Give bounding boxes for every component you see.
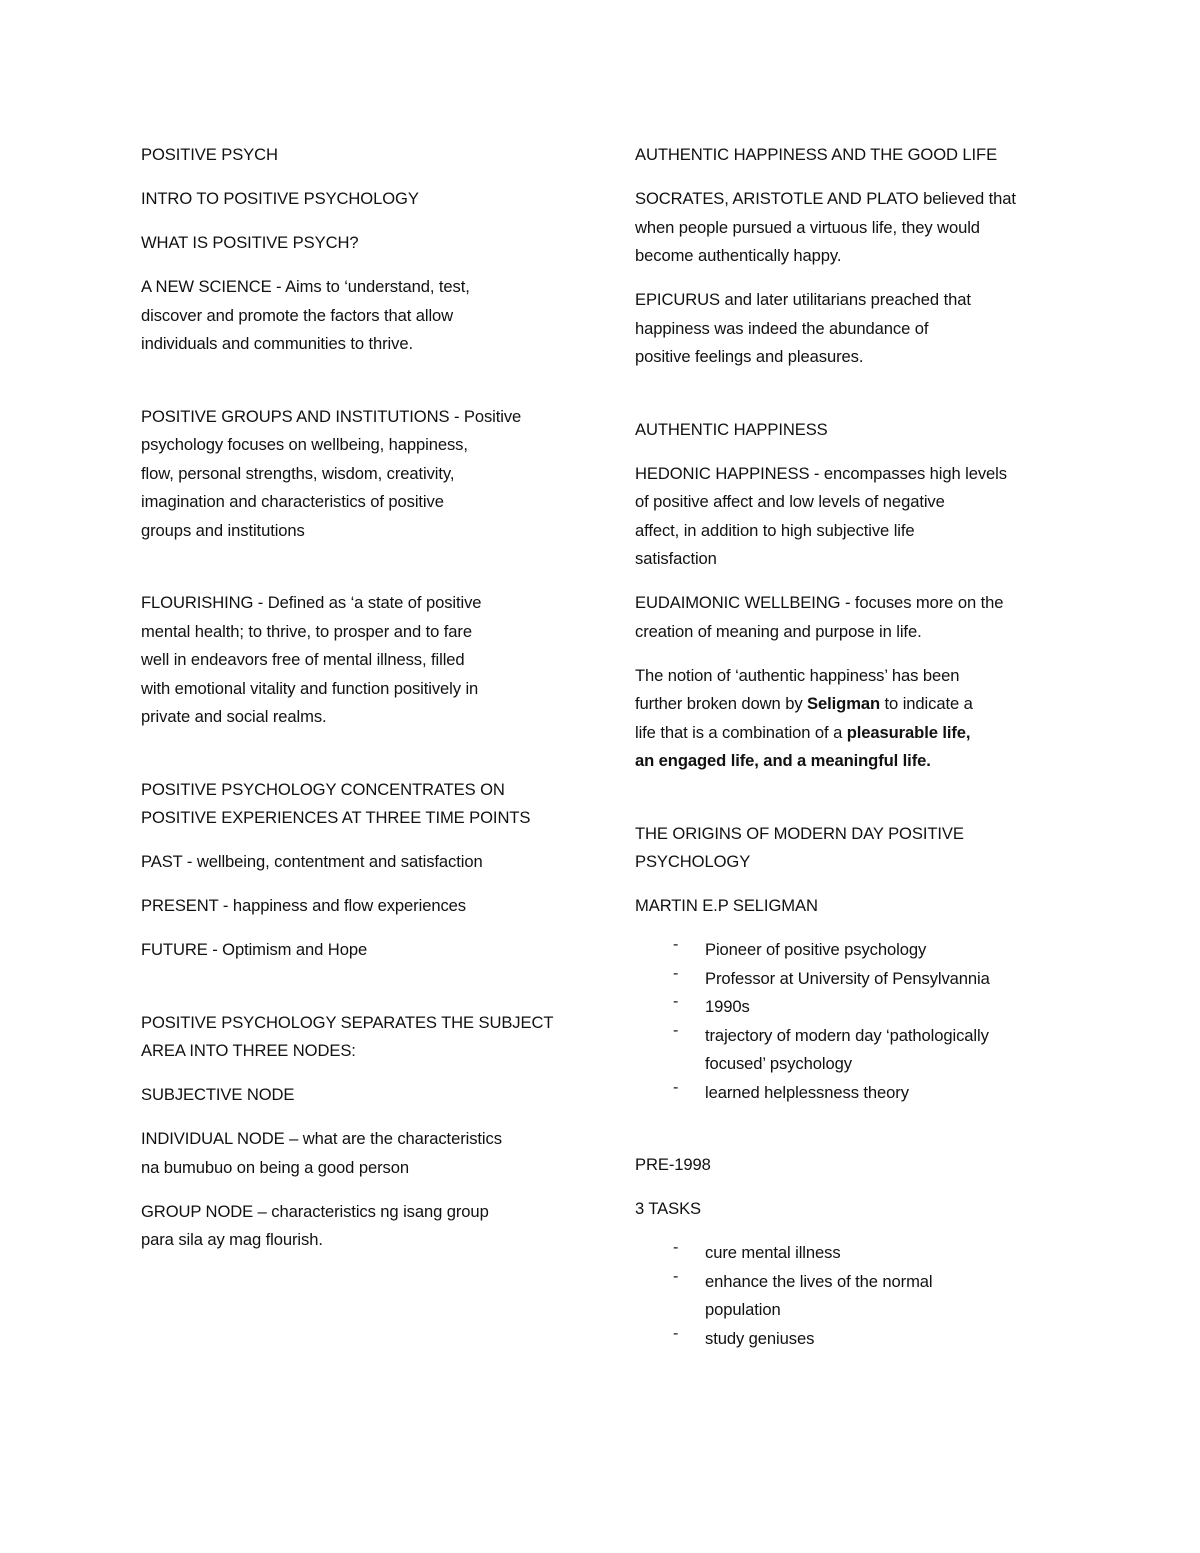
text-line: AREA INTO THREE NODES: (141, 1041, 356, 1060)
text-line: cure mental illness (705, 1243, 841, 1262)
individual-node (141, 1125, 581, 1182)
dash-bullet: - (673, 1324, 679, 1342)
text-line: well in endeavors free of mental illness, filled (141, 650, 465, 669)
text-line: when people pursued a virtuous life, they would (635, 217, 980, 237)
flourishing-paragraph (141, 589, 581, 732)
text-line: study geniuses (705, 1328, 815, 1348)
groups-paragraph (141, 403, 581, 546)
tasks-list (635, 1239, 1085, 1353)
text-line: psychology focuses on wellbeing, happiness, (141, 435, 468, 454)
text-line: trajectory of modern day ‘pathologically (705, 1025, 989, 1045)
eudaimonic-paragraph (635, 589, 1085, 646)
text-line: discover and promote the factors that allow (141, 305, 454, 325)
text-line: POSITIVE EXPERIENCES AT THREE TIME POINTS (141, 808, 531, 827)
nodes-heading (141, 1009, 581, 1066)
bold-name: Seligman (807, 694, 881, 713)
text-line: affect, in addition to high subjective life (635, 520, 915, 540)
text-line: EUDAIMONIC WELLBEING - focuses more on the (635, 593, 1004, 612)
origins-heading (635, 820, 1085, 877)
text-line: AUTHENTIC HAPPINESS (635, 419, 828, 439)
future-paragraph (141, 936, 581, 965)
text-line: GROUP NODE – characteristics ng isang group (141, 1201, 489, 1221)
group-node (141, 1198, 581, 1255)
dash-bullet: - (673, 1078, 679, 1096)
text-segment: further broken down by (635, 694, 808, 713)
text-line: PSYCHOLOGY (635, 852, 751, 871)
text-line: flow, personal strengths, wisdom, creativity, (141, 463, 455, 483)
text-line: focused’ psychology (705, 1054, 852, 1073)
list-item (635, 936, 1085, 965)
dash-bullet: - (673, 1021, 679, 1039)
text-line (635, 719, 1085, 748)
authentic-happiness-heading (635, 416, 1085, 445)
dash-bullet: - (673, 1267, 679, 1285)
dash-bullet: - (673, 1239, 679, 1256)
text-line: individuals and communities to thrive. (141, 334, 413, 353)
text-line: learned helplessness theory (705, 1082, 909, 1102)
good-life-heading (635, 141, 1085, 170)
epicurus-paragraph (635, 286, 1085, 372)
text-line: INTRO TO POSITIVE PSYCHOLOGY (141, 189, 419, 208)
pre-1998-heading (635, 1151, 1085, 1180)
tasks-heading (635, 1195, 1085, 1224)
notion-paragraph (635, 662, 1085, 776)
text-line: na bumubuo on being a good person (141, 1157, 409, 1177)
dash-bullet: - (673, 993, 679, 1010)
text-line: groups and institutions (141, 520, 305, 540)
text-line: WHAT IS POSITIVE PSYCH? (141, 233, 359, 252)
text-line: PAST - wellbeing, contentment and satisfaction (141, 852, 483, 871)
bold-phrase: pleasurable life, (846, 722, 971, 742)
text-segment: life that is a combination of a (635, 722, 847, 742)
present-paragraph (141, 892, 581, 921)
text-line: THE ORIGINS OF MODERN DAY POSITIVE (635, 823, 964, 843)
text-line: 1990s (705, 997, 750, 1016)
text-line: POSITIVE PSYCH (141, 145, 278, 164)
text-line: Pioneer of positive psychology (705, 940, 927, 959)
seligman-heading (635, 892, 1085, 921)
question-heading (141, 229, 581, 258)
text-line: with emotional vitality and function positively in (141, 678, 479, 698)
list-item (635, 1079, 1085, 1108)
text-line: para sila ay mag flourish. (141, 1230, 323, 1249)
dash-bullet: - (673, 936, 679, 953)
socrates-paragraph (635, 185, 1085, 271)
text-line: mental health; to thrive, to prosper and to fare (141, 621, 472, 641)
text-segment: to indicate a (880, 694, 973, 713)
list-item (635, 993, 1085, 1022)
text-line: AUTHENTIC HAPPINESS AND THE GOOD LIFE (635, 145, 998, 164)
text-line: enhance the lives of the normal (705, 1271, 933, 1291)
right-column (635, 141, 1085, 1369)
text-line: positive feelings and pleasures. (635, 347, 864, 366)
text-line: FUTURE - Optimism and Hope (141, 940, 368, 959)
text-line: creation of meaning and purpose in life. (635, 621, 922, 641)
text-line: PRE-1998 (635, 1155, 711, 1174)
subjective-node (141, 1081, 581, 1110)
text-line: FLOURISHING - Defined as ‘a state of positive (141, 593, 482, 612)
list-item (635, 1022, 1085, 1079)
text-line: 3 TASKS (635, 1199, 702, 1218)
seligman-list (635, 936, 1085, 1107)
text-line: INDIVIDUAL NODE – what are the characteristics (141, 1129, 502, 1148)
text-line: PRESENT - happiness and flow experiences (141, 896, 466, 915)
text-line: Professor at University of Pensylvannia (705, 968, 990, 988)
doc-title (141, 141, 581, 170)
text-line: SUBJECTIVE NODE (141, 1085, 295, 1104)
list-item (635, 965, 1085, 994)
list-item (635, 1325, 1085, 1354)
three-time-points-heading (141, 776, 581, 833)
bold-phrase: an engaged life, and a meaningful life. (635, 751, 931, 770)
text-line (635, 747, 1085, 776)
text-line: POSITIVE PSYCHOLOGY CONCENTRATES ON (141, 779, 505, 799)
text-line: POSITIVE GROUPS AND INSTITUTIONS - Positive (141, 406, 522, 426)
text-line: SOCRATES, ARISTOTLE AND PLATO believed that (635, 189, 1016, 208)
text-line: EPICURUS and later utilitarians preached that (635, 290, 971, 309)
text-line: private and social realms. (141, 707, 327, 726)
text-line: imagination and characteristics of positive (141, 492, 444, 511)
text-line: A NEW SCIENCE - Aims to ‘understand, test, (141, 277, 470, 296)
intro-heading (141, 185, 581, 214)
text-line: The notion of ‘authentic happiness’ has been (635, 665, 960, 685)
dash-bullet: - (673, 964, 679, 982)
text-line: of positive affect and low levels of negative (635, 492, 945, 511)
list-item (635, 1239, 1085, 1268)
list-item (635, 1268, 1085, 1325)
text-line: population (705, 1300, 781, 1319)
text-line: become authentically happy. (635, 246, 842, 265)
left-column (141, 141, 581, 1270)
text-line: satisfaction (635, 549, 717, 568)
text-line: MARTIN E.P SELIGMAN (635, 896, 818, 915)
hedonic-paragraph (635, 460, 1085, 574)
text-line: HEDONIC HAPPINESS - encompasses high levels (635, 463, 1007, 483)
text-line (635, 690, 1085, 719)
text-line: POSITIVE PSYCHOLOGY SEPARATES THE SUBJECT (141, 1012, 554, 1032)
text-line: happiness was indeed the abundance of (635, 318, 929, 338)
new-science-paragraph (141, 273, 581, 359)
past-paragraph (141, 848, 581, 877)
